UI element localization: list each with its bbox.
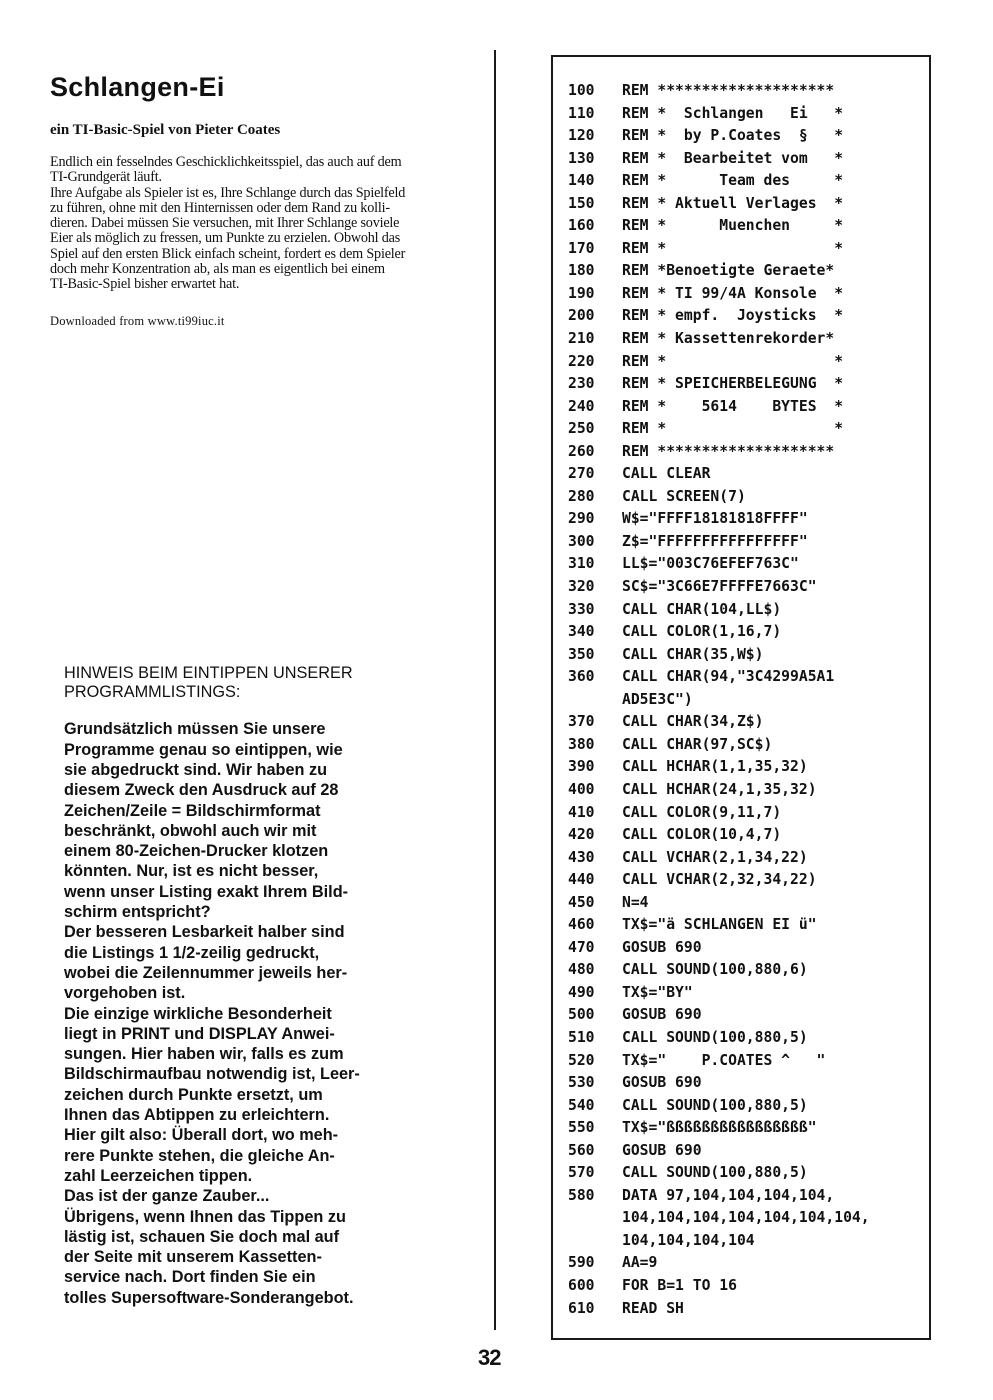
hint-body-line: Bildschirmaufbau notwendig ist, Leer- (64, 1065, 360, 1084)
line-code: Z$="FFFFFFFFFFFFFFFF" (622, 532, 808, 550)
line-code: CALL HCHAR(24,1,35,32) (622, 780, 817, 798)
line-code: CALL COLOR(1,16,7) (622, 623, 782, 641)
listing-line (568, 1162, 870, 1185)
listing-line (568, 959, 870, 982)
listing-line (568, 576, 870, 599)
hint-body-line: schirm entspricht? (64, 903, 211, 922)
line-number: 250 (568, 420, 595, 438)
line-number: 350 (568, 645, 595, 663)
listing-line (568, 914, 870, 937)
line-number: 450 (568, 893, 595, 911)
article-intro (50, 155, 490, 293)
listing-line (568, 238, 870, 261)
line-code: REM * by P.Coates § * (622, 127, 844, 145)
line-code: CALL COLOR(10,4,7) (622, 826, 782, 844)
hint-heading-line: HINWEIS BEIM EINTIPPEN UNSERER (64, 664, 353, 682)
line-code: REM * Muenchen * (622, 217, 844, 235)
hint-body-line: Ihnen das Abtippen zu erleichtern. (64, 1106, 330, 1125)
line-code: REM ******************** (622, 442, 835, 460)
listing-line (568, 531, 870, 554)
line-number: 440 (568, 871, 595, 889)
listing-line (568, 847, 870, 870)
hint-body-line: wobei die Zeilennummer jeweils her- (64, 963, 348, 982)
line-code: TX$="BY" (622, 983, 693, 1001)
line-number: 560 (568, 1141, 595, 1159)
line-number: 480 (568, 961, 595, 979)
listing-line (568, 644, 870, 667)
listing-line (568, 305, 870, 328)
listing-line (568, 463, 870, 486)
line-number: 370 (568, 713, 595, 731)
intro-line: TI-Grundgerät läuft. (50, 169, 162, 186)
line-number: 500 (568, 1006, 595, 1024)
line-code: REM * 5614 BYTES * (622, 397, 844, 415)
hint-body-line: zahl Leerzeichen tippen. (64, 1166, 253, 1185)
listing-line (568, 1072, 870, 1095)
line-number: 120 (568, 127, 595, 145)
line-number (568, 689, 622, 712)
line-code: REM ******************** (622, 82, 835, 99)
line-code: CALL SOUND(100,880,5) (622, 1164, 808, 1182)
listing-line (568, 170, 870, 193)
line-code: DATA 97,104,104,104,104, (622, 1186, 835, 1204)
line-number: 590 (568, 1254, 595, 1272)
line-code: CALL SOUND(100,880,6) (622, 961, 808, 979)
listing-line (568, 982, 870, 1005)
line-code: AD5E3C") (622, 690, 693, 708)
hint-body-line: Das ist der ganze Zauber... (64, 1187, 270, 1206)
line-number: 230 (568, 375, 595, 393)
line-number: 610 (568, 1299, 595, 1317)
line-number: 540 (568, 1096, 595, 1114)
listing-line (568, 1117, 870, 1140)
listing-line (568, 937, 870, 960)
hint-body-line: Programme genau so eintippen, wie (64, 740, 343, 759)
line-number: 470 (568, 938, 595, 956)
line-code: CALL CHAR(34,Z$) (622, 713, 764, 731)
line-code: READ SH (622, 1299, 684, 1317)
intro-line: Eier als möglich zu fressen, um Punkte zu erzielen. Obwohl das (50, 230, 401, 247)
hint-body-line: zeichen durch Punkte ersetzt, um (64, 1085, 323, 1104)
line-number: 510 (568, 1028, 595, 1046)
listing-line (568, 283, 870, 306)
hint-heading-line: PROGRAMMLISTINGS: (64, 683, 241, 702)
listing-line (568, 1027, 870, 1050)
line-code: W$="FFFF18181818FFFF" (622, 510, 808, 528)
line-number: 550 (568, 1119, 595, 1137)
hint-body-line: Zeichen/Zeile = Bildschirmformat (64, 801, 321, 820)
intro-line: Ihre Aufgabe als Spieler ist es, Ihre Schlange durch das Spielfeld (50, 184, 406, 201)
line-code: GOSUB 690 (622, 1141, 702, 1159)
line-number: 600 (568, 1276, 595, 1294)
listing-line (568, 486, 870, 509)
line-code: AA=9 (622, 1254, 658, 1272)
line-number: 260 (568, 442, 595, 460)
line-number: 300 (568, 532, 595, 550)
listing-line (568, 756, 870, 779)
listing-line (568, 193, 870, 216)
listing-line (568, 802, 870, 825)
line-code: CALL CHAR(35,W$) (622, 645, 764, 663)
hint-body-line: liegt in PRINT und DISPLAY Anwei- (64, 1024, 335, 1043)
hint-body-line: Grundsätzlich müssen Sie unsere (64, 720, 326, 739)
hint-body-line: die Listings 1 1/2-zeilig gedruckt, (64, 943, 320, 962)
line-code: REM * TI 99/4A Konsole * (622, 284, 844, 302)
listing-line (568, 351, 870, 374)
line-number: 530 (568, 1074, 595, 1092)
hint-body-line: tolles Supersoftware-Sonderangebot. (64, 1288, 354, 1307)
line-number: 100 (568, 82, 595, 99)
line-code: GOSUB 690 (622, 938, 702, 956)
listing-line (568, 148, 870, 171)
line-number: 420 (568, 826, 595, 844)
line-number: 580 (568, 1186, 595, 1204)
typing-hint-box (64, 664, 484, 1308)
column-divider (494, 50, 496, 1330)
listing-line (568, 80, 870, 103)
line-number: 390 (568, 758, 595, 776)
line-number: 240 (568, 397, 595, 415)
listing-line (568, 103, 870, 126)
line-code: CALL VCHAR(2,1,34,22) (622, 848, 808, 866)
article-title: Schlangen-Ei (50, 72, 225, 102)
line-number: 150 (568, 194, 595, 212)
listing-line (568, 1207, 870, 1230)
line-number: 270 (568, 465, 595, 483)
line-code: TX$="ä SCHLANGEN EI ü" (622, 916, 817, 934)
intro-line: zu führen, ohne mit den Hinternissen oder dem Rand zu kolli- (50, 199, 390, 216)
line-number: 360 (568, 668, 595, 686)
intro-line: Endlich ein fesselndes Geschicklichkeitsspiel, das auch auf dem (50, 154, 402, 170)
article-subtitle: ein TI-Basic-Spiel von Pieter Coates (50, 122, 281, 138)
listing-line (568, 373, 870, 396)
line-number: 400 (568, 780, 595, 798)
listing-line (568, 734, 870, 757)
listing-line (568, 1185, 870, 1208)
hint-body-line: Hier gilt also: Überall dort, wo meh- (64, 1126, 339, 1145)
intro-line: TI-Basic-Spiel bisher erwartet hat. (50, 276, 240, 293)
hint-body-line: diesem Zweck den Ausdruck auf 28 (64, 781, 339, 800)
line-number: 430 (568, 848, 595, 866)
hint-body-line: Die einzige wirkliche Besonderheit (64, 1004, 332, 1023)
hint-body-line: könnten. Nur, ist es nicht besser, (64, 862, 319, 881)
listing-line (568, 260, 870, 283)
intro-line: Spiel auf den ersten Blick einfach scheint, fordert es dem Spieler (50, 245, 406, 262)
listing-line (568, 1050, 870, 1073)
line-code: CALL HCHAR(1,1,35,32) (622, 758, 808, 776)
line-code: LL$="003C76EFEF763C" (622, 555, 799, 573)
line-code: CALL VCHAR(2,32,34,22) (622, 871, 817, 889)
line-number: 110 (568, 104, 595, 122)
intro-line: dieren. Dabei müssen Sie versuchen, mit Ihrer Schlange soviele (50, 215, 400, 232)
line-code: REM * empf. Joysticks * (622, 307, 844, 325)
line-number: 140 (568, 172, 595, 190)
hint-body-line: sungen. Hier haben wir, falls es zum (64, 1045, 344, 1064)
line-code: REM * Aktuell Verlages * (622, 194, 844, 212)
listing-line (568, 1252, 870, 1275)
hint-body-line: vorgehoben ist. (64, 984, 186, 1003)
line-number: 290 (568, 510, 595, 528)
line-number: 460 (568, 916, 595, 934)
hint-body-line: Der besseren Lesbarkeit halber sind (64, 923, 345, 942)
line-code: REM * * (622, 420, 844, 438)
line-code: REM * * (622, 352, 844, 370)
line-code: CALL COLOR(9,11,7) (622, 803, 782, 821)
line-code: TX$="ßßßßßßßßßßßßßßßß" (622, 1119, 817, 1137)
listing-line (568, 328, 870, 351)
line-code: TX$=" P.COATES ^ " (622, 1051, 826, 1069)
listing-line (568, 418, 870, 441)
hint-body-line: Übrigens, wenn Ihnen das Tippen zu (64, 1207, 346, 1226)
page-number: 32 (478, 1345, 501, 1370)
intro-line: doch mehr Konzentration ab, als man es eigentlich bei einem (50, 261, 385, 278)
listing-line (568, 1004, 870, 1027)
line-code: CALL SOUND(100,880,5) (622, 1028, 808, 1046)
line-number: 520 (568, 1051, 595, 1069)
download-note: Downloaded from www.ti99iuc.it (50, 314, 225, 328)
line-number: 490 (568, 983, 595, 1001)
line-number: 410 (568, 803, 595, 821)
program-listing (568, 80, 870, 1320)
line-code: SC$="3C66E7FFFFE7663C" (622, 578, 817, 596)
hint-body-line: service nach. Dort finden Sie ein (64, 1268, 316, 1287)
listing-line (568, 1140, 870, 1163)
typing-hint-heading (64, 664, 484, 702)
hint-body-line: wenn unser Listing exakt Ihrem Bild- (64, 882, 349, 901)
line-number: 340 (568, 623, 595, 641)
listing-line (568, 1095, 870, 1118)
line-code: REM * Bearbeitet vom * (622, 149, 844, 167)
line-code: CALL SCREEN(7) (622, 487, 746, 505)
line-number: 200 (568, 307, 595, 325)
listing-line (568, 396, 870, 419)
listing-line (568, 689, 870, 712)
listing-line (568, 1298, 870, 1321)
line-number: 310 (568, 555, 595, 573)
line-code: GOSUB 690 (622, 1074, 702, 1092)
line-number: 570 (568, 1164, 595, 1182)
line-number: 210 (568, 330, 595, 348)
line-number: 330 (568, 600, 595, 618)
listing-line (568, 892, 870, 915)
line-number: 170 (568, 239, 595, 257)
hint-body-line: einem 80-Zeichen-Drucker klotzen (64, 842, 329, 861)
listing-line (568, 869, 870, 892)
line-code: REM * Team des * (622, 172, 844, 190)
line-number: 380 (568, 735, 595, 753)
line-number: 160 (568, 217, 595, 235)
line-code: FOR B=1 TO 16 (622, 1276, 737, 1294)
listing-line (568, 1275, 870, 1298)
line-code: N=4 (622, 893, 649, 911)
line-number (568, 1207, 622, 1230)
line-code: CALL CHAR(97,SC$) (622, 735, 773, 753)
listing-line (568, 779, 870, 802)
listing-line (568, 125, 870, 148)
line-number: 190 (568, 284, 595, 302)
listing-line (568, 508, 870, 531)
listing-line (568, 824, 870, 847)
hint-body-line: rere Punkte stehen, die gleiche An- (64, 1146, 335, 1165)
line-code: REM * SPEICHERBELEGUNG * (622, 375, 844, 393)
listing-line (568, 1230, 870, 1253)
line-code: CALL CLEAR (622, 465, 711, 483)
listing-line (568, 215, 870, 238)
line-code: REM *Benoetigte Geraete* (622, 262, 835, 280)
line-code: 104,104,104,104 (622, 1231, 755, 1249)
line-code: REM * Kassettenrekorder* (622, 330, 835, 348)
line-code: REM * * (622, 239, 844, 257)
listing-line (568, 711, 870, 734)
typing-hint-body (64, 719, 484, 1308)
line-number: 320 (568, 578, 595, 596)
listing-line (568, 441, 870, 464)
listing-line (568, 599, 870, 622)
listing-line (568, 553, 870, 576)
hint-body-line: sie abgedruckt sind. Wir haben zu (64, 761, 328, 779)
line-number: 180 (568, 262, 595, 280)
line-number: 220 (568, 352, 595, 370)
line-code: CALL CHAR(94,"3C4299A5A1 (622, 668, 835, 686)
line-code: 104,104,104,104,104,104,104, (622, 1209, 870, 1227)
line-number: 130 (568, 149, 595, 167)
line-number: 280 (568, 487, 595, 505)
line-code: CALL SOUND(100,880,5) (622, 1096, 808, 1114)
hint-body-line: beschränkt, obwohl auch wir mit (64, 821, 317, 840)
line-code: REM * Schlangen Ei * (622, 104, 844, 122)
hint-body-line: der Seite mit unserem Kassetten- (64, 1248, 322, 1267)
line-number (568, 1230, 622, 1253)
line-code: CALL CHAR(104,LL$) (622, 600, 782, 618)
listing-line (568, 621, 870, 644)
line-code: GOSUB 690 (622, 1006, 702, 1024)
hint-body-line: lästig ist, schauen Sie doch mal auf (64, 1227, 340, 1246)
listing-line (568, 666, 870, 689)
